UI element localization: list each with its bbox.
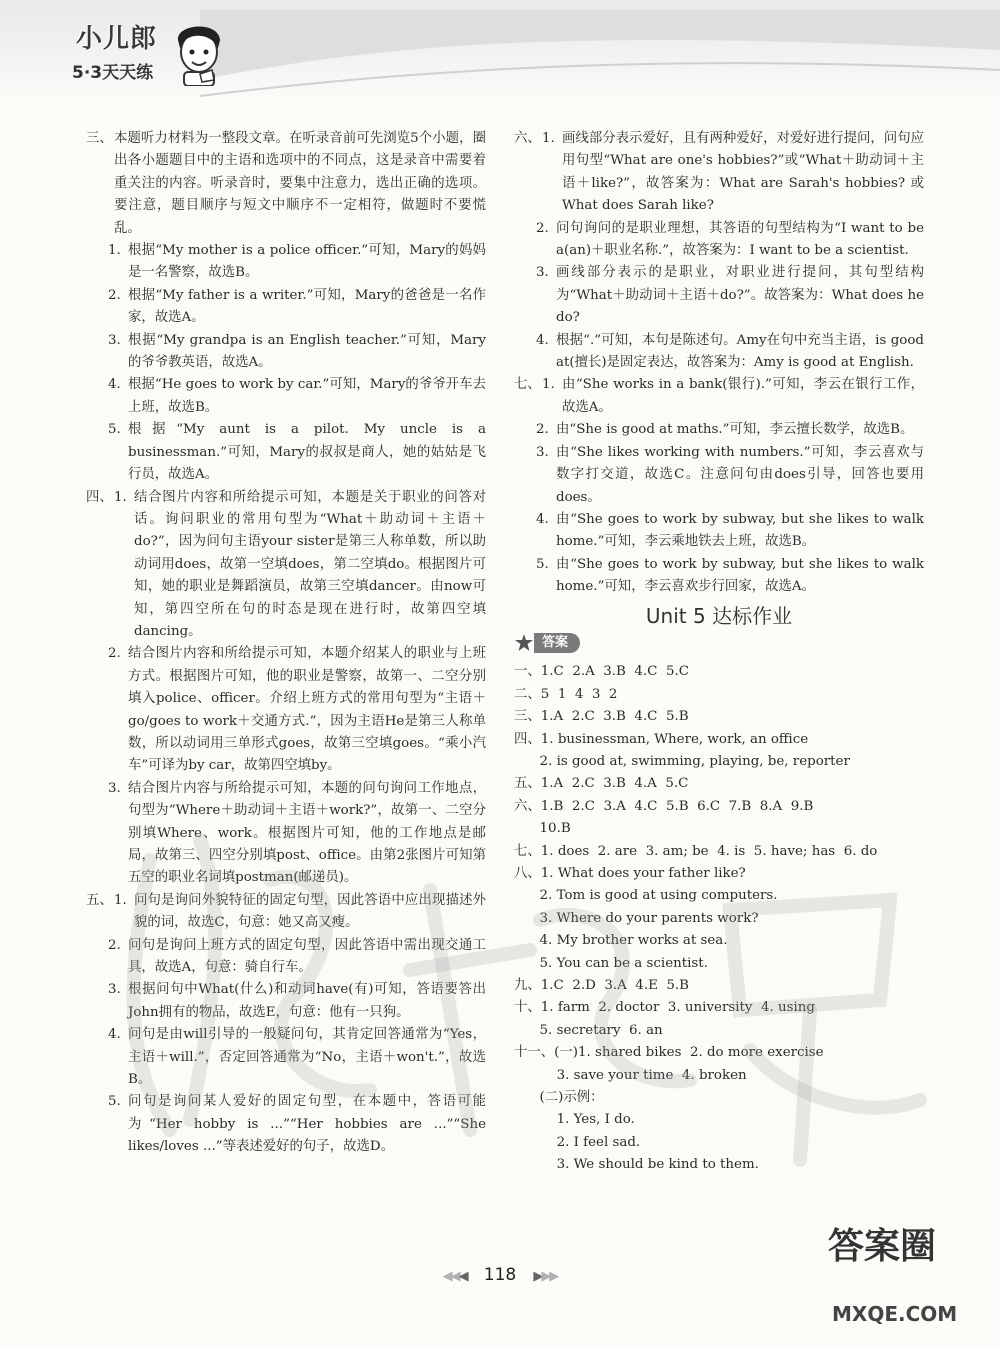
section-label: 六、 (514, 131, 541, 146)
answer-line: 五、1.A 2.C 3.B 4.A 5.C (514, 776, 689, 792)
section-3 (86, 128, 486, 240)
answer-line: 二、5 1 4 3 2 (514, 686, 618, 702)
answer-line: 一、1.C 2.A 3.B 4.C 5.C (514, 664, 689, 680)
list-item: 1. 结合图片内容和所给提示可知，本题是关于职业的问答对话。询问职业的常用句型为“What＋助动词＋主语＋do?”，因为问句主语your sister是第三人称单数，所以助动词用does，故第一空填does，第二空填do。根据图片可知，她的职业是舞蹈演员，故第三空填dancer。由now可知，第四空所在句的时态是现在进行时，故第四空填dancing。 (114, 489, 486, 639)
list-item: 5. 根据“My aunt is a pilot. My uncle is a businessman.”可知，Mary的叔叔是商人，她的姑姑是飞行员，故选A。 (108, 422, 486, 483)
mascot-boy-icon (170, 18, 226, 86)
logo-title: 小儿郎 (76, 24, 158, 54)
logo-subtitle: 5·3天天练 (72, 63, 154, 83)
answer-line: 2. is good at, swimming, playing, be, reporter (514, 753, 850, 769)
answer-line: 5. secretary 6. an (514, 1022, 663, 1038)
list-item: 3. 画线部分表示的是职业，对职业进行提问，其句型结构为“What＋助动词＋主语＋do?”。故答案为：What does he do? (536, 265, 924, 326)
list-item: 3. 根据“My grandpa is an English teacher.”可知，Mary的爷爷教英语，故选A。 (108, 332, 486, 371)
prev-arrow-icon: ◀ (458, 1269, 467, 1284)
list-item: 2. 问句询问的是职业理想，其答语的句型结构为“I want to be a(an)＋职业名称.”，故答案为：I want to be a scientist. (536, 220, 924, 259)
list-item: 4. 由“She goes to work by subway, but she likes to walk home.”可知，李云乘地铁去上班，故选B。 (536, 511, 924, 550)
header-wave-decoration (200, 10, 1000, 100)
section-7 (514, 374, 924, 419)
list-item: 2. 由“She is good at maths.”可知，李云擅长数学，故选B。 (536, 422, 914, 438)
answer-line: 3. We should be kind to them. (514, 1157, 759, 1173)
answer-line: 九、1.C 2.D 3.A 4.E 5.B (514, 978, 689, 994)
answer-line: 3. Where do your parents work? (514, 910, 759, 926)
answer-line: 2. I feel sad. (514, 1134, 641, 1150)
unit-title: Unit 5 达标作业 (645, 603, 793, 628)
section-6 (514, 128, 924, 218)
list-item: 1. 根据“My mother is a police officer.”可知，Mary的妈妈是一名警察，故选B。 (108, 243, 486, 281)
list-item: 4. 根据“He goes to work by car.”可知，Mary的爷爷开车去上班，故选B。 (108, 377, 486, 415)
list-item: 4. 根据“.”可知，本句是陈述句。Amy在句中充当主语，is good at(擅长)是固定表达，故答案为：Amy is good at English. (536, 332, 924, 371)
section-label: 五、 (86, 892, 113, 908)
left-column (86, 128, 486, 1159)
answer-line: 3. save your time 4. broken (514, 1067, 747, 1083)
list-item: 3. 结合图片内容与所给提示可知，本题的问句询问工作地点，句型为“Where＋助动词＋主语＋work?”，故第一、二空分别填Where、work。根据图片可知，他的工作地点是邮局，故第三、四空分别填post、office。由第2张图片可知第五空的职业名词填postman(邮递员)。 (108, 780, 486, 886)
list-item: 3. 根据问句中What(什么)和动词have(有)可知，答语要答出John拥有的物品，故选E，句意：他有一只狗。 (108, 982, 486, 1020)
list-item: 3. 由“She likes working with numbers.”可知，李云喜欢与数字打交道，故选C。注意问句由does引导，回答也要用does。 (536, 444, 924, 505)
answer-line: 十一、(一)1. shared bikes 2. do more exercise (514, 1045, 824, 1061)
answer-line: 十、1. farm 2. doctor 3. university 4. using (514, 1000, 815, 1016)
next-arrows-icon: ▶▶ (541, 1269, 558, 1284)
watermark-brand-top: 答案圈 (828, 1226, 937, 1267)
list-item: 2. 结合图片内容和所给提示可知，本题介绍某人的职业与上班方式。根据图片可知，他的职业是警察，故第一、二空分别填入police、officer。介绍上班方式的常用句型为“主语＋go/goes to work＋交通方式.”，因为主语He是第三人称单数，所以动词用三单形式goes，故第三空填goes。“乘小汽车”可译为by car，故第四空填by。 (108, 646, 486, 774)
answer-line: 10.B (514, 821, 571, 837)
answer-line: 七、1. does 2. are 3. am; be 4. is 5. have; has 6. do (514, 843, 878, 859)
section-intro: 本题听力材料为一整段文章。在听录音前可先浏览5个小题，圈出各小题题目中的主语和选项中的不同点，这是录音中需要着重关注的内容。听录音时，要集中注意力，选出正确的选项。要注意，题目顺序与短文中顺序不一定相符，做题时不要慌乱。 (114, 131, 486, 236)
answer-line: 八、1. What does your father like? (514, 866, 746, 881)
list-item: 2. 问句是询问上班方式的固定句型，因此答语中需出现交通工具，故选A，句意：骑自行车。 (108, 937, 486, 976)
answer-line: 2. Tom is good at using computers. (514, 888, 778, 904)
list-item: 1. 问句是询问外貌特征的固定句型，因此答语中应出现描述外貌的词，故选C，句意：她又高又瘦。 (114, 892, 486, 931)
page-number: 118 (483, 1265, 517, 1285)
answer-line: 1. Yes, I do. (514, 1112, 635, 1128)
answer-line: 5. You can be a scientist. (514, 955, 708, 971)
answer-line: 三、1.A 2.C 3.B 4.C 5.B (514, 709, 689, 725)
section-label: 四、 (86, 489, 113, 505)
prev-arrows-icon: ◀◀ (442, 1269, 459, 1284)
answer-line: 四、1. businessman, Where, work, an office (514, 731, 809, 747)
star-burst-icon (514, 633, 534, 653)
list-item: 1. 画线部分表示爱好，且有两种爱好，对爱好进行提问，问句应用句型“What are one's hobbies?”或“What＋助动词＋主语＋like?”，故答案为：What are Sarah's hobbies? 或 What does Sarah like? (542, 131, 924, 214)
watermark-brand-url: MXQE.COM (832, 1302, 958, 1326)
watermark-brand (828, 1218, 988, 1338)
section-label: 七、 (514, 377, 541, 393)
list-item: 1. 由“She works in a bank(银行).”可知，李云在银行工作，故选A。 (542, 377, 924, 415)
right-column (514, 128, 924, 1177)
section-5 (86, 890, 486, 935)
answer-list (514, 661, 924, 1176)
answer-line: 4. My brother works at sea. (514, 933, 728, 949)
list-item: 2. 根据“My father is a writer.”可知，Mary的爸爸是一名作家，故选A。 (108, 287, 486, 326)
section-label: 三、 (86, 131, 113, 146)
answer-line: (二)示例： (514, 1090, 604, 1106)
next-arrow-icon: ▶ (533, 1269, 542, 1284)
list-item: 4. 问句是由will引导的一般疑问句，其肯定回答通常为“Yes，主语＋will.”，否定回答通常为“No，主语＋won't.”，故选B。 (108, 1027, 486, 1088)
section-4 (86, 487, 486, 644)
list-item: 5. 问句是询问某人爱好的固定句型，在本题中，答语可能为“Her hobby is ...”“Her hobbies are ...”“She likes/loves ...”等表述爱好的句子，故选D。 (108, 1094, 486, 1155)
answer-tag-label: 答案 (534, 633, 580, 653)
answer-tag (514, 633, 580, 653)
answer-line: 六、1.B 2.C 3.A 4.C 5.B 6.C 7.B 8.A 9.B (514, 798, 814, 814)
list-item: 5. 由“She goes to work by subway, but she likes to walk home.”可知，李云喜欢步行回家，故选A。 (536, 556, 924, 595)
